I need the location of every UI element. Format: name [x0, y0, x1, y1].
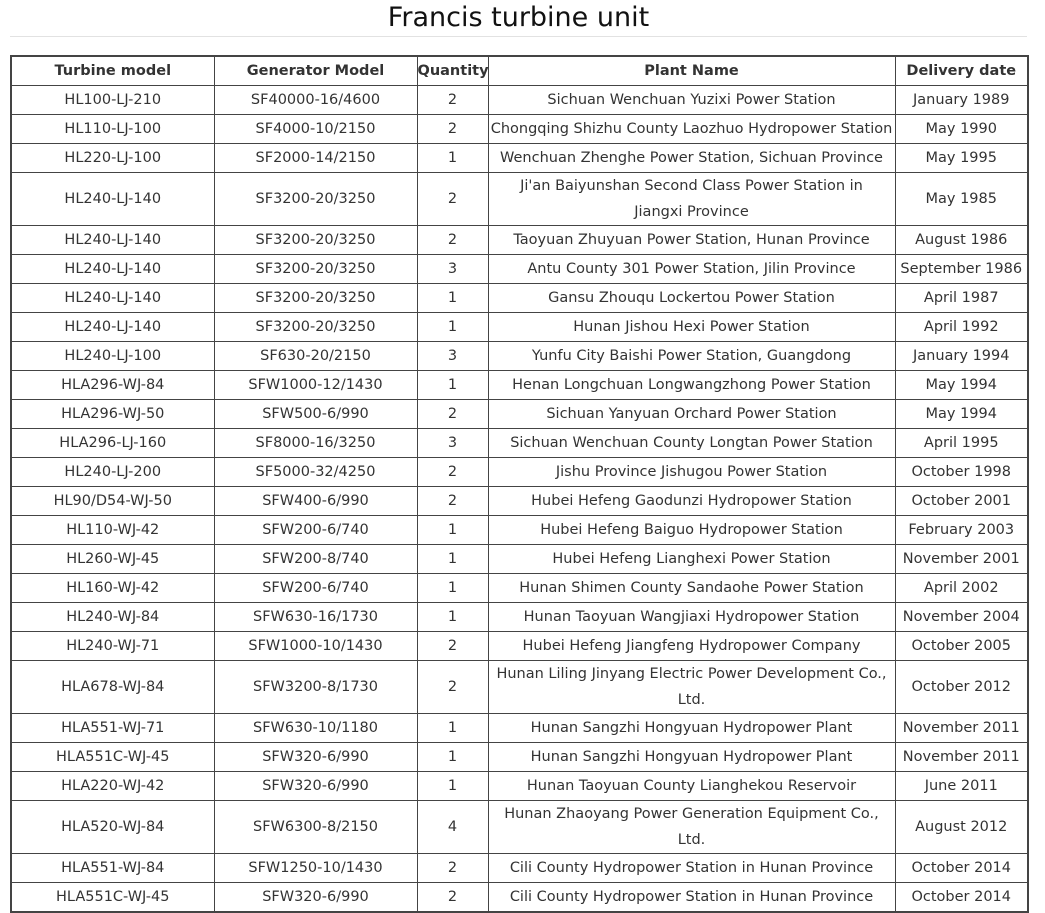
plant-name-cell: Hunan Jishou Hexi Power Station	[488, 313, 895, 342]
delivery-date-cell: May 1994	[895, 400, 1028, 429]
header-row	[11, 56, 1028, 86]
delivery-date-cell: October 2005	[895, 632, 1028, 661]
turbine-model-cell: HL110-WJ-42	[11, 516, 214, 545]
delivery-date-cell: October 2014	[895, 854, 1028, 883]
plant-name-cell: Hubei Hefeng Gaodunzi Hydropower Station	[488, 487, 895, 516]
delivery-date-cell: October 2012	[895, 661, 1028, 714]
generator-model-cell: SFW1000-10/1430	[214, 632, 417, 661]
generator-model-cell: SF3200-20/3250	[214, 284, 417, 313]
plant-name-cell: Antu County 301 Power Station, Jilin Province	[488, 255, 895, 284]
table-row	[11, 516, 1028, 545]
turbine-model-cell: HLA678-WJ-84	[11, 661, 214, 714]
turbine-model-cell: HL260-WJ-45	[11, 545, 214, 574]
generator-model-cell: SF630-20/2150	[214, 342, 417, 371]
table-row	[11, 342, 1028, 371]
quantity-cell: 1	[417, 516, 488, 545]
turbine-model-cell: HLA520-WJ-84	[11, 801, 214, 854]
quantity-cell: 2	[417, 661, 488, 714]
title-divider	[10, 36, 1027, 37]
quantity-cell: 1	[417, 545, 488, 574]
plant-name-cell: Gansu Zhouqu Lockertou Power Station	[488, 284, 895, 313]
table-row	[11, 400, 1028, 429]
table-row	[11, 226, 1028, 255]
turbine-model-cell: HL240-LJ-200	[11, 458, 214, 487]
quantity-cell: 2	[417, 854, 488, 883]
table-row	[11, 86, 1028, 115]
delivery-date-cell: October 1998	[895, 458, 1028, 487]
delivery-date-cell: April 2002	[895, 574, 1028, 603]
turbine-model-cell: HLA551-WJ-71	[11, 714, 214, 743]
plant-name-cell: Hunan Sangzhi Hongyuan Hydropower Plant	[488, 743, 895, 772]
delivery-date-cell: February 2003	[895, 516, 1028, 545]
quantity-cell: 4	[417, 801, 488, 854]
delivery-date-cell: November 2001	[895, 545, 1028, 574]
turbine-model-cell: HLA296-WJ-84	[11, 371, 214, 400]
quantity-cell: 2	[417, 487, 488, 516]
generator-model-cell: SF40000-16/4600	[214, 86, 417, 115]
plant-name-cell: Chongqing Shizhu County Laozhuo Hydropower Station	[488, 115, 895, 144]
table-row	[11, 487, 1028, 516]
table-row	[11, 603, 1028, 632]
turbine-model-cell: HL90/D54-WJ-50	[11, 487, 214, 516]
quantity-cell: 3	[417, 429, 488, 458]
quantity-cell: 1	[417, 284, 488, 313]
table-row	[11, 255, 1028, 284]
table-row	[11, 854, 1028, 883]
generator-model-cell: SF8000-16/3250	[214, 429, 417, 458]
table-row	[11, 173, 1028, 226]
delivery-date-cell: May 1985	[895, 173, 1028, 226]
turbine-model-cell: HL240-LJ-140	[11, 255, 214, 284]
delivery-date-cell: April 1995	[895, 429, 1028, 458]
delivery-date-cell: November 2011	[895, 743, 1028, 772]
table-row	[11, 545, 1028, 574]
quantity-cell: 2	[417, 458, 488, 487]
quantity-cell: 3	[417, 255, 488, 284]
turbine-model-cell: HL240-LJ-140	[11, 173, 214, 226]
turbine-model-cell: HLA551-WJ-84	[11, 854, 214, 883]
plant-name-cell: Cili County Hydropower Station in Hunan Province	[488, 854, 895, 883]
generator-model-cell: SFW6300-8/2150	[214, 801, 417, 854]
delivery-date-cell: May 1995	[895, 144, 1028, 173]
generator-model-cell: SFW320-6/990	[214, 883, 417, 913]
turbine-model-cell: HL240-LJ-140	[11, 313, 214, 342]
quantity-cell: 1	[417, 603, 488, 632]
delivery-date-cell: September 1986	[895, 255, 1028, 284]
quantity-cell: 2	[417, 632, 488, 661]
quantity-cell: 1	[417, 714, 488, 743]
turbine-model-cell: HL240-LJ-140	[11, 226, 214, 255]
plant-name-cell: Henan Longchuan Longwangzhong Power Station	[488, 371, 895, 400]
plant-name-cell: Cili County Hydropower Station in Hunan Province	[488, 883, 895, 913]
turbine-model-cell: HL110-LJ-100	[11, 115, 214, 144]
quantity-cell: 1	[417, 743, 488, 772]
turbine-model-cell: HL100-LJ-210	[11, 86, 214, 115]
generator-model-cell: SFW200-6/740	[214, 516, 417, 545]
delivery-date-cell: October 2014	[895, 883, 1028, 913]
plant-name-cell: Taoyuan Zhuyuan Power Station, Hunan Province	[488, 226, 895, 255]
generator-model-cell: SF3200-20/3250	[214, 173, 417, 226]
plant-name-cell: Sichuan Yanyuan Orchard Power Station	[488, 400, 895, 429]
plant-name-cell: Yunfu City Baishi Power Station, Guangdong	[488, 342, 895, 371]
quantity-cell: 2	[417, 115, 488, 144]
header-turbine-model: Turbine model	[11, 56, 214, 86]
plant-name-cell: Hunan Taoyuan Wangjiaxi Hydropower Station	[488, 603, 895, 632]
turbine-model-cell: HL240-LJ-140	[11, 284, 214, 313]
plant-name-cell: Hunan Liling Jinyang Electric Power Development Co., Ltd.	[488, 661, 895, 714]
delivery-date-cell: January 1994	[895, 342, 1028, 371]
generator-model-cell: SFW3200-8/1730	[214, 661, 417, 714]
table-row	[11, 632, 1028, 661]
delivery-date-cell: May 1994	[895, 371, 1028, 400]
plant-name-cell: Hunan Shimen County Sandaohe Power Station	[488, 574, 895, 603]
turbine-model-cell: HLA296-LJ-160	[11, 429, 214, 458]
generator-model-cell: SF3200-20/3250	[214, 226, 417, 255]
delivery-date-cell: June 2011	[895, 772, 1028, 801]
plant-name-cell: Hunan Taoyuan County Lianghekou Reservoir	[488, 772, 895, 801]
table-row	[11, 144, 1028, 173]
generator-model-cell: SF3200-20/3250	[214, 313, 417, 342]
generator-model-cell: SFW320-6/990	[214, 743, 417, 772]
turbine-model-cell: HLA551C-WJ-45	[11, 743, 214, 772]
header-quantity: Quantity	[417, 56, 488, 86]
table-row	[11, 115, 1028, 144]
delivery-date-cell: October 2001	[895, 487, 1028, 516]
generator-model-cell: SFW630-16/1730	[214, 603, 417, 632]
plant-name-cell: Hubei Hefeng Baiguo Hydropower Station	[488, 516, 895, 545]
quantity-cell: 2	[417, 400, 488, 429]
quantity-cell: 1	[417, 144, 488, 173]
generator-model-cell: SF5000-32/4250	[214, 458, 417, 487]
table-row	[11, 371, 1028, 400]
delivery-date-cell: January 1989	[895, 86, 1028, 115]
turbine-model-cell: HL240-WJ-84	[11, 603, 214, 632]
plant-name-cell: Hubei Hefeng Jiangfeng Hydropower Company	[488, 632, 895, 661]
table-row	[11, 458, 1028, 487]
plant-name-cell: Jishu Province Jishugou Power Station	[488, 458, 895, 487]
turbine-model-cell: HLA296-WJ-50	[11, 400, 214, 429]
turbine-table	[10, 55, 1029, 913]
plant-name-cell: Hunan Zhaoyang Power Generation Equipment Co., Ltd.	[488, 801, 895, 854]
plant-name-cell: Ji'an Baiyunshan Second Class Power Station in Jiangxi Province	[488, 173, 895, 226]
quantity-cell: 2	[417, 226, 488, 255]
header-generator-model: Generator Model	[214, 56, 417, 86]
quantity-cell: 2	[417, 86, 488, 115]
delivery-date-cell: April 1987	[895, 284, 1028, 313]
generator-model-cell: SF4000-10/2150	[214, 115, 417, 144]
table-row	[11, 883, 1028, 913]
delivery-date-cell: November 2004	[895, 603, 1028, 632]
table-row	[11, 714, 1028, 743]
plant-name-cell: Hunan Sangzhi Hongyuan Hydropower Plant	[488, 714, 895, 743]
table-row	[11, 429, 1028, 458]
plant-name-cell: Wenchuan Zhenghe Power Station, Sichuan Province	[488, 144, 895, 173]
generator-model-cell: SF3200-20/3250	[214, 255, 417, 284]
delivery-date-cell: April 1992	[895, 313, 1028, 342]
table-row	[11, 313, 1028, 342]
table-row	[11, 661, 1028, 714]
table-row	[11, 574, 1028, 603]
generator-model-cell: SFW320-6/990	[214, 772, 417, 801]
quantity-cell: 1	[417, 772, 488, 801]
generator-model-cell: SFW400-6/990	[214, 487, 417, 516]
table-header	[11, 56, 1028, 86]
generator-model-cell: SFW1250-10/1430	[214, 854, 417, 883]
generator-model-cell: SFW630-10/1180	[214, 714, 417, 743]
table-row	[11, 284, 1028, 313]
quantity-cell: 1	[417, 313, 488, 342]
turbine-model-cell: HL240-WJ-71	[11, 632, 214, 661]
turbine-model-cell: HL160-WJ-42	[11, 574, 214, 603]
generator-model-cell: SFW200-6/740	[214, 574, 417, 603]
turbine-model-cell: HLA551C-WJ-45	[11, 883, 214, 913]
quantity-cell: 3	[417, 342, 488, 371]
delivery-date-cell: May 1990	[895, 115, 1028, 144]
quantity-cell: 2	[417, 173, 488, 226]
table-row	[11, 743, 1028, 772]
turbine-model-cell: HLA220-WJ-42	[11, 772, 214, 801]
plant-name-cell: Sichuan Wenchuan County Longtan Power Station	[488, 429, 895, 458]
header-delivery-date: Delivery date	[895, 56, 1028, 86]
delivery-date-cell: November 2011	[895, 714, 1028, 743]
quantity-cell: 1	[417, 371, 488, 400]
page-title: Francis turbine unit	[387, 2, 650, 33]
plant-name-cell: Sichuan Wenchuan Yuzixi Power Station	[488, 86, 895, 115]
quantity-cell: 1	[417, 574, 488, 603]
table-row	[11, 772, 1028, 801]
table-row	[11, 801, 1028, 854]
turbine-model-cell: HL220-LJ-100	[11, 144, 214, 173]
delivery-date-cell: August 1986	[895, 226, 1028, 255]
generator-model-cell: SFW200-8/740	[214, 545, 417, 574]
generator-model-cell: SF2000-14/2150	[214, 144, 417, 173]
header-plant-name: Plant Name	[488, 56, 895, 86]
table-body	[11, 86, 1028, 913]
turbine-model-cell: HL240-LJ-100	[11, 342, 214, 371]
generator-model-cell: SFW1000-12/1430	[214, 371, 417, 400]
generator-model-cell: SFW500-6/990	[214, 400, 417, 429]
plant-name-cell: Hubei Hefeng Lianghexi Power Station	[488, 545, 895, 574]
delivery-date-cell: August 2012	[895, 801, 1028, 854]
quantity-cell: 2	[417, 883, 488, 913]
